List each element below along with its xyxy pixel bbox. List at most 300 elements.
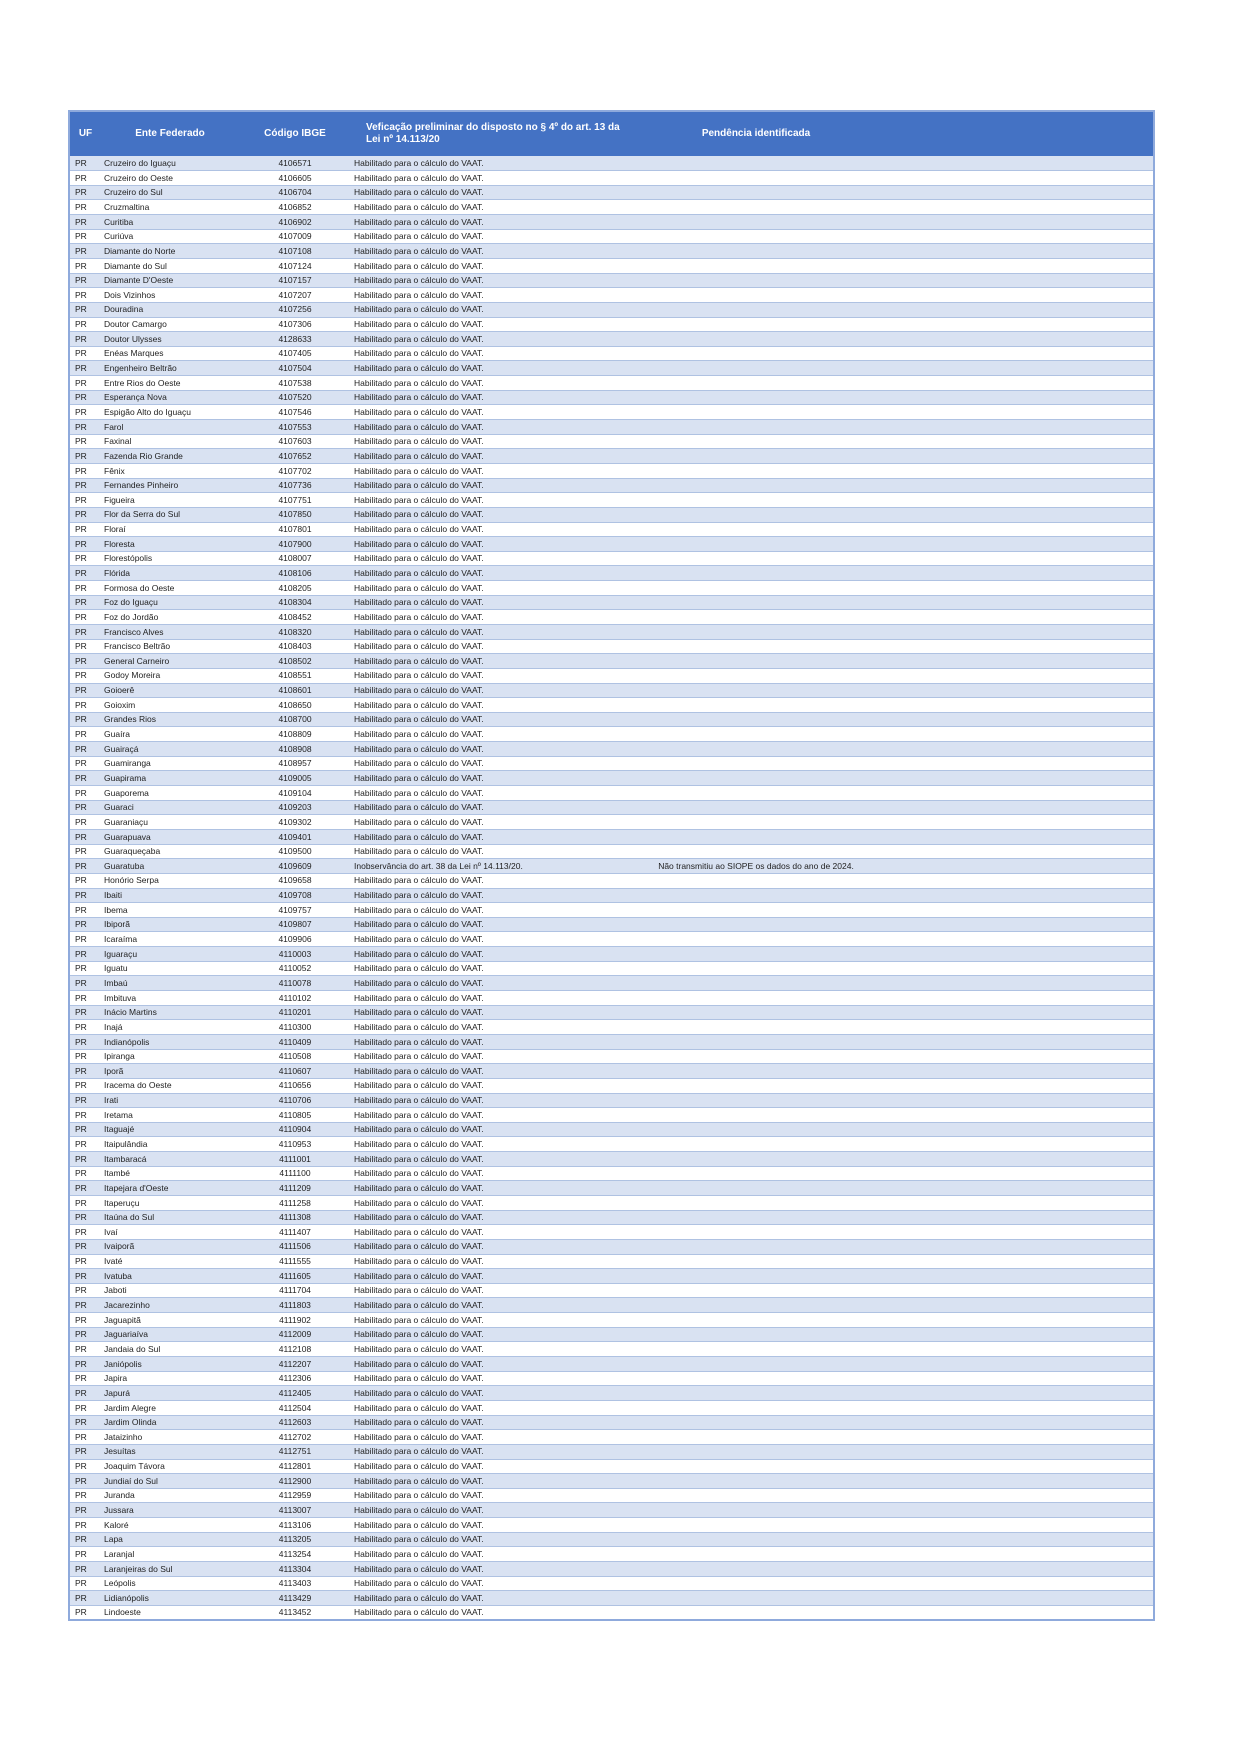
table-row <box>69 1210 1154 1225</box>
status-cell: Habilitado para o cálculo do VAAT. <box>351 1503 639 1518</box>
codigo-cell: 4112801 <box>239 1459 351 1474</box>
filler-cell <box>873 1313 1154 1328</box>
filler-cell <box>873 273 1154 288</box>
codigo-cell: 4128633 <box>239 332 351 347</box>
codigo-cell: 4109302 <box>239 815 351 830</box>
uf-cell: PR <box>69 1518 101 1533</box>
pendencia-cell <box>639 537 873 552</box>
uf-cell: PR <box>69 420 101 435</box>
uf-cell: PR <box>69 639 101 654</box>
uf-cell: PR <box>69 1371 101 1386</box>
ente-cell: Joaquim Távora <box>101 1459 239 1474</box>
pendencia-cell <box>639 1181 873 1196</box>
uf-cell: PR <box>69 1064 101 1079</box>
codigo-cell: 4109104 <box>239 786 351 801</box>
codigo-cell: 4107504 <box>239 361 351 376</box>
table-row <box>69 1049 1154 1064</box>
codigo-cell: 4109807 <box>239 917 351 932</box>
ente-cell: Esperança Nova <box>101 390 239 405</box>
column-header-uf: UF <box>69 111 101 156</box>
uf-cell: PR <box>69 1357 101 1372</box>
filler-cell <box>873 405 1154 420</box>
ente-cell: Juranda <box>101 1488 239 1503</box>
codigo-cell: 4110409 <box>239 1034 351 1049</box>
status-cell: Habilitado para o cálculo do VAAT. <box>351 1049 639 1064</box>
ente-cell: Curiúva <box>101 229 239 244</box>
uf-cell: PR <box>69 1093 101 1108</box>
codigo-cell: 4107546 <box>239 405 351 420</box>
ente-cell: Lindoeste <box>101 1605 239 1620</box>
uf-cell: PR <box>69 537 101 552</box>
pendencia-cell <box>639 1386 873 1401</box>
uf-cell: PR <box>69 771 101 786</box>
codigo-cell: 4108403 <box>239 639 351 654</box>
table-row <box>69 156 1154 171</box>
ente-cell: Jacarezinho <box>101 1298 239 1313</box>
status-cell: Habilitado para o cálculo do VAAT. <box>351 1386 639 1401</box>
codigo-cell: 4108650 <box>239 698 351 713</box>
filler-cell <box>873 361 1154 376</box>
ente-cell: Ivaí <box>101 1225 239 1240</box>
uf-cell: PR <box>69 844 101 859</box>
codigo-cell: 4107751 <box>239 493 351 508</box>
ente-cell: Iguaraçu <box>101 947 239 962</box>
table-row <box>69 727 1154 742</box>
filler-cell <box>873 742 1154 757</box>
ente-cell: General Carneiro <box>101 654 239 669</box>
ente-cell: Guapirama <box>101 771 239 786</box>
table-row <box>69 200 1154 215</box>
codigo-cell: 4113106 <box>239 1518 351 1533</box>
codigo-cell: 4107801 <box>239 522 351 537</box>
pendencia-cell <box>639 1313 873 1328</box>
uf-cell: PR <box>69 346 101 361</box>
pendencia-cell <box>639 873 873 888</box>
status-cell: Habilitado para o cálculo do VAAT. <box>351 800 639 815</box>
codigo-cell: 4110656 <box>239 1078 351 1093</box>
status-cell: Habilitado para o cálculo do VAAT. <box>351 1210 639 1225</box>
table-row <box>69 258 1154 273</box>
uf-cell: PR <box>69 1415 101 1430</box>
codigo-cell: 4109609 <box>239 859 351 874</box>
uf-cell: PR <box>69 1283 101 1298</box>
pendencia-cell <box>639 1064 873 1079</box>
status-cell: Habilitado para o cálculo do VAAT. <box>351 566 639 581</box>
filler-cell <box>873 698 1154 713</box>
pendencia-cell <box>639 1591 873 1606</box>
codigo-cell: 4107306 <box>239 317 351 332</box>
ente-cell: Diamante do Sul <box>101 258 239 273</box>
uf-cell: PR <box>69 434 101 449</box>
status-cell: Habilitado para o cálculo do VAAT. <box>351 639 639 654</box>
status-cell: Habilitado para o cálculo do VAAT. <box>351 463 639 478</box>
codigo-cell: 4110300 <box>239 1020 351 1035</box>
ente-cell: Jesuítas <box>101 1444 239 1459</box>
table-row <box>69 1020 1154 1035</box>
uf-cell: PR <box>69 493 101 508</box>
filler-cell <box>873 1357 1154 1372</box>
pendencia-cell <box>639 566 873 581</box>
filler-cell <box>873 522 1154 537</box>
status-cell: Habilitado para o cálculo do VAAT. <box>351 1166 639 1181</box>
status-cell: Habilitado para o cálculo do VAAT. <box>351 1078 639 1093</box>
table-row <box>69 654 1154 669</box>
filler-cell <box>873 800 1154 815</box>
table-row <box>69 1254 1154 1269</box>
table-row <box>69 449 1154 464</box>
filler-cell <box>873 1562 1154 1577</box>
ente-cell: Itambé <box>101 1166 239 1181</box>
codigo-cell: 4108320 <box>239 625 351 640</box>
codigo-cell: 4107256 <box>239 302 351 317</box>
table-row <box>69 1415 1154 1430</box>
filler-cell <box>873 712 1154 727</box>
ente-cell: Jandaia do Sul <box>101 1342 239 1357</box>
codigo-cell: 4107520 <box>239 390 351 405</box>
status-cell: Habilitado para o cálculo do VAAT. <box>351 1020 639 1035</box>
ente-cell: Itaperuçu <box>101 1195 239 1210</box>
filler-cell <box>873 1137 1154 1152</box>
uf-cell: PR <box>69 332 101 347</box>
ente-cell: Jundiaí do Sul <box>101 1474 239 1489</box>
codigo-cell: 4108205 <box>239 581 351 596</box>
table-row <box>69 420 1154 435</box>
uf-cell: PR <box>69 800 101 815</box>
pendencia-cell <box>639 229 873 244</box>
status-cell: Habilitado para o cálculo do VAAT. <box>351 1605 639 1620</box>
status-cell: Habilitado para o cálculo do VAAT. <box>351 888 639 903</box>
codigo-cell: 4110607 <box>239 1064 351 1079</box>
pendencia-cell <box>639 1547 873 1562</box>
filler-cell <box>873 1093 1154 1108</box>
table-row <box>69 1576 1154 1591</box>
pendencia-cell <box>639 332 873 347</box>
filler-cell <box>873 1210 1154 1225</box>
ente-cell: Lidianópolis <box>101 1591 239 1606</box>
codigo-cell: 4110201 <box>239 1005 351 1020</box>
status-cell: Habilitado para o cálculo do VAAT. <box>351 361 639 376</box>
filler-cell <box>873 917 1154 932</box>
ente-cell: Enéas Marques <box>101 346 239 361</box>
codigo-cell: 4108957 <box>239 756 351 771</box>
status-cell: Inobservância do art. 38 da Lei nº 14.113/20. <box>351 859 639 874</box>
table-row <box>69 1357 1154 1372</box>
codigo-cell: 4110706 <box>239 1093 351 1108</box>
table-row <box>69 215 1154 230</box>
codigo-cell: 4107702 <box>239 463 351 478</box>
table-row <box>69 361 1154 376</box>
filler-cell <box>873 1430 1154 1445</box>
codigo-cell: 4113254 <box>239 1547 351 1562</box>
ente-cell: Imbaú <box>101 976 239 991</box>
table-row <box>69 288 1154 303</box>
ente-cell: Floresta <box>101 537 239 552</box>
status-cell: Habilitado para o cálculo do VAAT. <box>351 1562 639 1577</box>
status-cell: Habilitado para o cálculo do VAAT. <box>351 420 639 435</box>
ente-cell: Douradina <box>101 302 239 317</box>
table-row <box>69 1430 1154 1445</box>
pendencia-cell <box>639 800 873 815</box>
pendencia-cell <box>639 698 873 713</box>
status-cell: Habilitado para o cálculo do VAAT. <box>351 1313 639 1328</box>
ente-cell: Doutor Camargo <box>101 317 239 332</box>
uf-cell: PR <box>69 1459 101 1474</box>
codigo-cell: 4108106 <box>239 566 351 581</box>
table-row <box>69 507 1154 522</box>
vaat-habilitation-table <box>68 110 1155 1621</box>
filler-cell <box>873 1605 1154 1620</box>
ente-cell: Guaíra <box>101 727 239 742</box>
pendencia-cell <box>639 522 873 537</box>
table-row <box>69 625 1154 640</box>
pendencia-cell <box>639 903 873 918</box>
table-row <box>69 639 1154 654</box>
table-row <box>69 581 1154 596</box>
filler-cell <box>873 1195 1154 1210</box>
codigo-cell: 4107736 <box>239 478 351 493</box>
status-cell: Habilitado para o cálculo do VAAT. <box>351 873 639 888</box>
table-row <box>69 1298 1154 1313</box>
ente-cell: Itambaracá <box>101 1152 239 1167</box>
codigo-cell: 4107652 <box>239 449 351 464</box>
ente-cell: Jussara <box>101 1503 239 1518</box>
table-row <box>69 800 1154 815</box>
ente-cell: Ivatuba <box>101 1269 239 1284</box>
codigo-cell: 4107538 <box>239 376 351 391</box>
uf-cell: PR <box>69 1108 101 1123</box>
filler-cell <box>873 200 1154 215</box>
uf-cell: PR <box>69 903 101 918</box>
pendencia-cell <box>639 1459 873 1474</box>
uf-cell: PR <box>69 273 101 288</box>
table-row <box>69 463 1154 478</box>
status-cell: Habilitado para o cálculo do VAAT. <box>351 1357 639 1372</box>
status-cell: Habilitado para o cálculo do VAAT. <box>351 991 639 1006</box>
filler-cell <box>873 185 1154 200</box>
filler-cell <box>873 244 1154 259</box>
pendencia-cell <box>639 581 873 596</box>
status-cell: Habilitado para o cálculo do VAAT. <box>351 1093 639 1108</box>
filler-cell <box>873 815 1154 830</box>
ente-cell: Guaratuba <box>101 859 239 874</box>
table-row <box>69 1195 1154 1210</box>
codigo-cell: 4112306 <box>239 1371 351 1386</box>
codigo-cell: 4108551 <box>239 668 351 683</box>
uf-cell: PR <box>69 625 101 640</box>
pendencia-cell <box>639 844 873 859</box>
codigo-cell: 4106571 <box>239 156 351 171</box>
table-row <box>69 756 1154 771</box>
uf-cell: PR <box>69 1327 101 1342</box>
status-cell: Habilitado para o cálculo do VAAT. <box>351 1181 639 1196</box>
codigo-cell: 4110904 <box>239 1122 351 1137</box>
table-row <box>69 1166 1154 1181</box>
pendencia-cell: Não transmitiu ao SIOPE os dados do ano de 2024. <box>639 859 873 874</box>
filler-cell <box>873 229 1154 244</box>
filler-cell <box>873 1283 1154 1298</box>
uf-cell: PR <box>69 1342 101 1357</box>
ente-cell: Diamante do Norte <box>101 244 239 259</box>
table-row <box>69 1181 1154 1196</box>
column-header-codigo-ibge: Código IBGE <box>239 111 351 156</box>
status-cell: Habilitado para o cálculo do VAAT. <box>351 478 639 493</box>
uf-cell: PR <box>69 1254 101 1269</box>
filler-cell <box>873 1225 1154 1240</box>
uf-cell: PR <box>69 1034 101 1049</box>
pendencia-cell <box>639 156 873 171</box>
table-row <box>69 1518 1154 1533</box>
table-row <box>69 859 1154 874</box>
status-cell: Habilitado para o cálculo do VAAT. <box>351 1488 639 1503</box>
uf-cell: PR <box>69 815 101 830</box>
uf-cell: PR <box>69 1166 101 1181</box>
filler-cell <box>873 1181 1154 1196</box>
table-row <box>69 493 1154 508</box>
status-cell: Habilitado para o cálculo do VAAT. <box>351 390 639 405</box>
uf-cell: PR <box>69 1049 101 1064</box>
ente-cell: Iracema do Oeste <box>101 1078 239 1093</box>
uf-cell: PR <box>69 683 101 698</box>
status-cell: Habilitado para o cálculo do VAAT. <box>351 200 639 215</box>
uf-cell: PR <box>69 1078 101 1093</box>
codigo-cell: 4108502 <box>239 654 351 669</box>
filler-cell <box>873 346 1154 361</box>
ente-cell: Guaraci <box>101 800 239 815</box>
uf-cell: PR <box>69 581 101 596</box>
pendencia-cell <box>639 976 873 991</box>
ente-cell: Francisco Alves <box>101 625 239 640</box>
table-row <box>69 478 1154 493</box>
status-cell: Habilitado para o cálculo do VAAT. <box>351 1283 639 1298</box>
status-cell: Habilitado para o cálculo do VAAT. <box>351 1327 639 1342</box>
pendencia-cell <box>639 947 873 962</box>
filler-cell <box>873 947 1154 962</box>
codigo-cell: 4107900 <box>239 537 351 552</box>
pendencia-cell <box>639 654 873 669</box>
status-cell: Habilitado para o cálculo do VAAT. <box>351 771 639 786</box>
pendencia-cell <box>639 215 873 230</box>
status-cell: Habilitado para o cálculo do VAAT. <box>351 976 639 991</box>
table-row <box>69 1444 1154 1459</box>
pendencia-cell <box>639 742 873 757</box>
filler-cell <box>873 786 1154 801</box>
uf-cell: PR <box>69 405 101 420</box>
column-header-verificacao-preliminar: Veficação preliminar do disposto no § 4º do art. 13 da Lei nº 14.113/20 <box>351 111 639 156</box>
status-cell: Habilitado para o cálculo do VAAT. <box>351 1298 639 1313</box>
filler-cell <box>873 258 1154 273</box>
filler-cell <box>873 1166 1154 1181</box>
status-cell: Habilitado para o cálculo do VAAT. <box>351 625 639 640</box>
status-cell: Habilitado para o cálculo do VAAT. <box>351 302 639 317</box>
codigo-cell: 4107124 <box>239 258 351 273</box>
filler-cell <box>873 1064 1154 1079</box>
ente-cell: Icaraíma <box>101 932 239 947</box>
uf-cell: PR <box>69 756 101 771</box>
pendencia-cell <box>639 185 873 200</box>
filler-cell <box>873 1269 1154 1284</box>
pendencia-cell <box>639 1474 873 1489</box>
pendencia-cell <box>639 917 873 932</box>
codigo-cell: 4108809 <box>239 727 351 742</box>
filler-cell <box>873 639 1154 654</box>
table-row <box>69 595 1154 610</box>
uf-cell: PR <box>69 1576 101 1591</box>
ente-cell: Godoy Moreira <box>101 668 239 683</box>
filler-cell <box>873 288 1154 303</box>
uf-cell: PR <box>69 742 101 757</box>
status-cell: Habilitado para o cálculo do VAAT. <box>351 449 639 464</box>
pendencia-cell <box>639 478 873 493</box>
uf-cell: PR <box>69 507 101 522</box>
filler-cell <box>873 903 1154 918</box>
codigo-cell: 4108452 <box>239 610 351 625</box>
table-row <box>69 551 1154 566</box>
uf-cell: PR <box>69 873 101 888</box>
codigo-cell: 4109658 <box>239 873 351 888</box>
table-row <box>69 1503 1154 1518</box>
uf-cell: PR <box>69 288 101 303</box>
uf-cell: PR <box>69 361 101 376</box>
status-cell: Habilitado para o cálculo do VAAT. <box>351 1415 639 1430</box>
codigo-cell: 4112900 <box>239 1474 351 1489</box>
ente-cell: Francisco Beltrão <box>101 639 239 654</box>
codigo-cell: 4107553 <box>239 420 351 435</box>
filler-cell <box>873 683 1154 698</box>
ente-cell: Ivaiporã <box>101 1239 239 1254</box>
table-row <box>69 815 1154 830</box>
uf-cell: PR <box>69 1313 101 1328</box>
status-cell: Habilitado para o cálculo do VAAT. <box>351 1034 639 1049</box>
status-cell: Habilitado para o cálculo do VAAT. <box>351 1518 639 1533</box>
uf-cell: PR <box>69 1605 101 1620</box>
filler-cell <box>873 1415 1154 1430</box>
ente-cell: Formosa do Oeste <box>101 581 239 596</box>
pendencia-cell <box>639 405 873 420</box>
ente-cell: Itaúna do Sul <box>101 1210 239 1225</box>
pendencia-cell <box>639 1605 873 1620</box>
pendencia-cell <box>639 1034 873 1049</box>
uf-cell: PR <box>69 1444 101 1459</box>
filler-cell <box>873 932 1154 947</box>
pendencia-cell <box>639 727 873 742</box>
status-cell: Habilitado para o cálculo do VAAT. <box>351 815 639 830</box>
pendencia-cell <box>639 420 873 435</box>
filler-cell <box>873 888 1154 903</box>
filler-cell <box>873 1108 1154 1123</box>
filler-cell <box>873 420 1154 435</box>
ente-cell: Itapejara d'Oeste <box>101 1181 239 1196</box>
codigo-cell: 4111209 <box>239 1181 351 1196</box>
uf-cell: PR <box>69 317 101 332</box>
codigo-cell: 4113429 <box>239 1591 351 1606</box>
codigo-cell: 4111407 <box>239 1225 351 1240</box>
ente-cell: Lapa <box>101 1532 239 1547</box>
table-row <box>69 1488 1154 1503</box>
status-cell: Habilitado para o cálculo do VAAT. <box>351 156 639 171</box>
codigo-cell: 4108700 <box>239 712 351 727</box>
ente-cell: Janiópolis <box>101 1357 239 1372</box>
pendencia-cell <box>639 1562 873 1577</box>
uf-cell: PR <box>69 712 101 727</box>
codigo-cell: 4113007 <box>239 1503 351 1518</box>
status-cell: Habilitado para o cálculo do VAAT. <box>351 683 639 698</box>
pendencia-cell <box>639 961 873 976</box>
ente-cell: Ibiporã <box>101 917 239 932</box>
pendencia-cell <box>639 361 873 376</box>
table-row <box>69 171 1154 186</box>
status-cell: Habilitado para o cálculo do VAAT. <box>351 1591 639 1606</box>
table-row <box>69 1474 1154 1489</box>
